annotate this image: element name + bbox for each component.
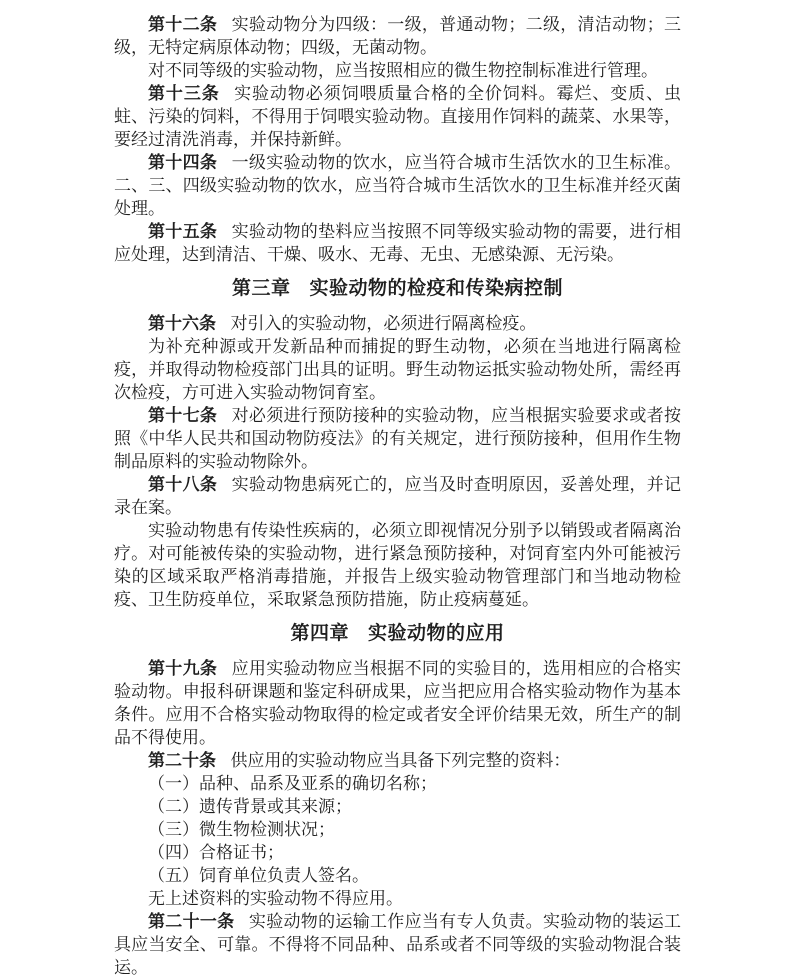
- article-number: 第十九条: [148, 659, 218, 678]
- paragraph-text: 为补充种源或开发新品种而捕捉的野生动物，必须在当地进行隔离检疫，并取得动物检疫部门出具的证明。野生动物运抵实验动物处所，需经再次检疫，方可进入实验动物饲育室。: [114, 337, 681, 402]
- chapter-title: 实验动物的检疫和传染病控制: [309, 278, 564, 299]
- article-number: 第十三条: [148, 84, 220, 103]
- article-paragraph: [114, 13, 681, 59]
- article-number: 第二十条: [148, 751, 216, 770]
- paragraph-text: 对必须进行预防接种的实验动物，应当根据实验要求或者按照《中华人民共和国动物防疫法》的有关规定，进行预防接种，但用作生物制品原料的实验动物除外。: [114, 406, 682, 471]
- article-paragraph: [114, 404, 681, 473]
- article-number: 第十二条: [148, 15, 218, 34]
- paragraph-text: 实验动物的运输工作应当有专人负责。实验动物的装运工具应当安全、可靠。不得将不同品种、品系或者不同等级的实验动物混合装运。: [114, 912, 682, 977]
- paragraph: [114, 772, 681, 795]
- paragraph-text: 应用实验动物应当根据不同的实验目的，选用相应的合格实验动物。申报科研课题和鉴定科研成果，应当把应用合格实验动物作为基本条件。应用不合格实验动物取得的检定或者安全评价结果无效，所生产的制品不得使用。: [114, 659, 682, 747]
- article-paragraph: [114, 749, 681, 772]
- paragraph-text: （二）遗传背景或其来源；: [148, 797, 352, 816]
- paragraph: [114, 335, 681, 404]
- paragraph-text: （一）品种、品系及亚系的确切名称；: [148, 774, 437, 793]
- article-number: 第十八条: [148, 475, 218, 494]
- article-number: 第二十一条: [148, 912, 235, 931]
- paragraph-text: 实验动物必须饲喂质量合格的全价饲料。霉烂、变质、虫蛀、污染的饲料，不得用于饲喂实验动物。直接用作饲料的蔬菜、水果等，要经过清洗消毒，并保持新鲜。: [114, 84, 682, 149]
- paragraph-text: （三）微生物检测状况；: [148, 820, 335, 839]
- article-paragraph: [114, 312, 681, 335]
- paragraph-text: 一级实验动物的饮水，应当符合城市生活饮水的卫生标准。二、三、四级实验动物的饮水，应当符合城市生活饮水的卫生标准并经灭菌处理。: [114, 153, 682, 218]
- paragraph-text: 实验动物患有传染性疾病的，必须立即视情况分别予以销毁或者隔离治疗。对可能被传染的实验动物，进行紧急预防接种，对饲育室内外可能被污染的区域采取严格消毒措施，并报告上级实验动物管理部门和当地动物检疫、卫生防疫单位，采取紧急预防措施，防止疫病蔓延。: [114, 521, 681, 609]
- chapter-title: 实验动物的应用: [368, 623, 505, 644]
- article-paragraph: [114, 151, 681, 220]
- paragraph: [114, 887, 681, 910]
- article-paragraph: [114, 82, 681, 151]
- article-paragraph: [114, 910, 681, 979]
- article-number: 第十四条: [148, 153, 218, 172]
- paragraph-text: （四）合格证书；: [148, 843, 284, 862]
- paragraph-text: （五）饲育单位负责人签名。: [148, 866, 369, 885]
- document-body: [114, 13, 681, 979]
- article-number: 第十五条: [148, 222, 218, 241]
- chapter-heading: [114, 621, 681, 647]
- paragraph: [114, 795, 681, 818]
- paragraph-text: 实验动物的垫料应当按照不同等级实验动物的需要，进行相应处理，达到清洁、干燥、吸水、无毒、无虫、无感染源、无污染。: [114, 222, 682, 264]
- paragraph-text: 对引入的实验动物，必须进行隔离检疫。: [230, 314, 537, 333]
- paragraph-text: 供应用的实验动物应当具备下列完整的资料：: [230, 751, 571, 770]
- chapter-heading: [114, 276, 681, 302]
- paragraph: [114, 818, 681, 841]
- paragraph: [114, 59, 681, 82]
- chapter-number: 第四章: [290, 623, 349, 644]
- paragraph-text: 对不同等级的实验动物，应当按照相应的微生物控制标准进行管理。: [148, 61, 658, 80]
- article-paragraph: [114, 473, 681, 519]
- article-paragraph: [114, 220, 681, 266]
- paragraph-text: 实验动物分为四级：一级，普通动物；二级，清洁动物；三级，无特定病原体动物；四级，无菌动物。: [114, 15, 682, 57]
- article-number: 第十六条: [148, 314, 216, 333]
- chapter-number: 第三章: [231, 278, 291, 299]
- paragraph-text: 无上述资料的实验动物不得应用。: [148, 889, 403, 908]
- article-paragraph: [114, 657, 681, 749]
- paragraph: [114, 841, 681, 864]
- paragraph: [114, 864, 681, 887]
- paragraph: [114, 519, 681, 611]
- paragraph-text: 实验动物患病死亡的，应当及时查明原因，妥善处理，并记录在案。: [114, 475, 682, 517]
- article-number: 第十七条: [148, 406, 218, 425]
